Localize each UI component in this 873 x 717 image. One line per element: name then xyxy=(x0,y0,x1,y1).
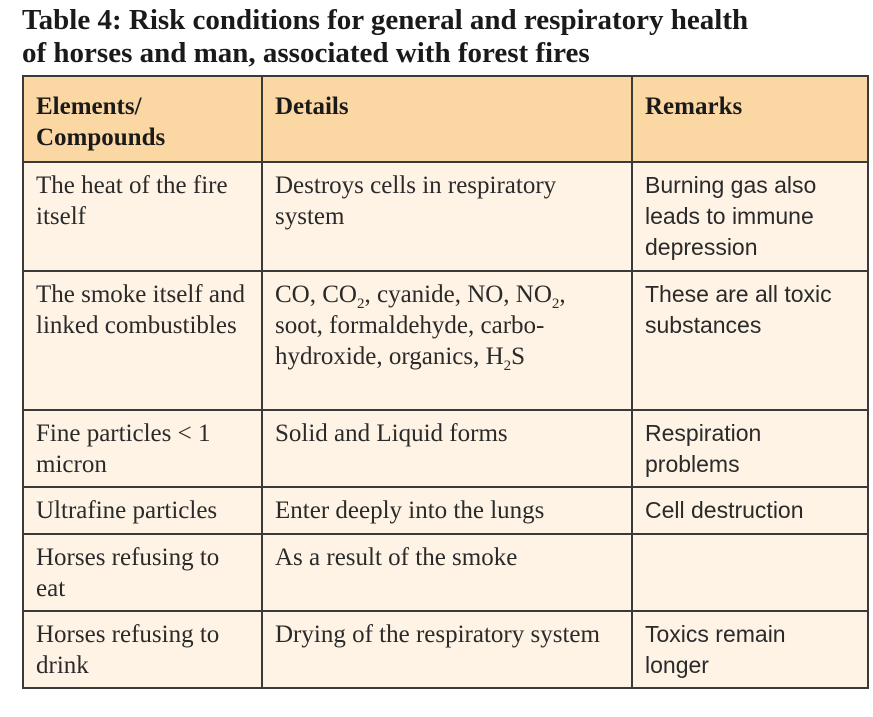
cell-element: The smoke itself and linked combustibles xyxy=(23,271,262,410)
header-details: Details xyxy=(262,76,632,162)
header-compounds-label: Compounds xyxy=(36,124,166,151)
cell-details: Destroys cells in respiratory system xyxy=(262,162,632,271)
table-body xyxy=(23,162,868,688)
cell-details: Drying of the respiratory system xyxy=(262,611,632,688)
details-text: , soot, formaldehyde, carbo-hydroxide, organics, H xyxy=(275,281,566,370)
header-elements-compounds xyxy=(23,76,262,162)
cell-element: Fine particles < 1 micron xyxy=(23,410,262,487)
cell-remarks: Burning gas also leads to immune depression xyxy=(632,162,868,271)
risk-conditions-table xyxy=(22,75,869,689)
cell-details: Enter deeply into the lungs xyxy=(262,487,632,534)
caption-line-1: Table 4: Risk conditions for general and respiratory health xyxy=(22,4,749,36)
table-header xyxy=(23,76,868,162)
cell-element: Horses refusing to drink xyxy=(23,611,262,688)
header-remarks: Remarks xyxy=(632,76,868,162)
details-text: , cyanide, NO, NO xyxy=(364,281,552,308)
cell-element: Horses refusing to eat xyxy=(23,534,262,611)
table-row xyxy=(23,271,868,410)
cell-remarks: These are all toxic substances xyxy=(632,271,868,410)
table-row xyxy=(23,162,868,271)
header-row xyxy=(23,76,868,162)
subscript: 2 xyxy=(551,296,560,312)
cell-remarks: Respiration problems xyxy=(632,410,868,487)
cell-element: The heat of the fire itself xyxy=(23,162,262,271)
table-row xyxy=(23,611,868,688)
details-text: S xyxy=(511,343,526,370)
header-elements-label: Elements/ xyxy=(36,93,142,120)
cell-remarks: Toxics remain longer xyxy=(632,611,868,688)
cell-remarks: Cell destruction xyxy=(632,487,868,534)
table-caption xyxy=(22,4,867,70)
subscript: 2 xyxy=(356,296,365,312)
details-text: CO, CO xyxy=(275,281,357,308)
cell-details: Solid and Liquid forms xyxy=(262,410,632,487)
cell-details xyxy=(262,271,632,410)
table-row xyxy=(23,534,868,611)
cell-remarks xyxy=(632,534,868,611)
subscript: 2 xyxy=(503,358,512,374)
table-row xyxy=(23,487,868,534)
caption-line-2: of horses and man, associated with forest fires xyxy=(22,37,590,69)
cell-element: Ultrafine particles xyxy=(23,487,262,534)
cell-details: As a result of the smoke xyxy=(262,534,632,611)
table-row xyxy=(23,410,868,487)
